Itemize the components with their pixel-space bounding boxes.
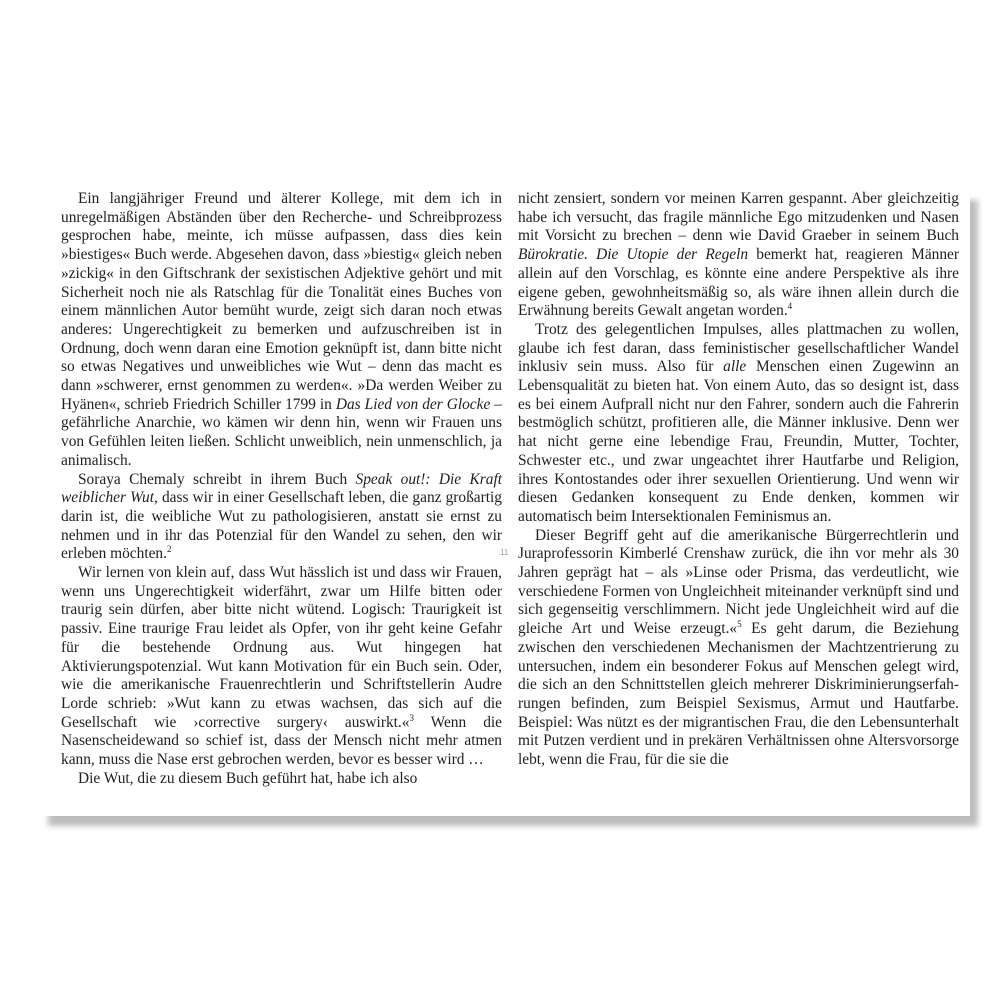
paragraph (61, 471, 502, 565)
paragraph (61, 190, 502, 471)
left-page-column (61, 190, 502, 789)
text-run: Trotz des gelegentlichen Impulses, alles plattmachen zu wollen, glaube ich fest daran, dass feministischer gesellschaftlicher Wandel inklusiv sein muss. Also für (518, 320, 959, 376)
paragraph (518, 527, 959, 770)
paragraph (61, 564, 502, 770)
text-run: Wenn die Nasenscheidewand so schief ist, dass der Mensch nicht mehr atmen kann, muss die Nase erst gebrochen werden, bevor es besser wird … (61, 713, 502, 769)
paragraph (61, 770, 502, 789)
italic-title: Das Lied von der Glocke (335, 395, 491, 413)
text-run: Dieser Begriff geht auf die amerikanische Bürgerrechtlerin und Juraprofessorin Kimberlé Crenshaw zurück, die ihn vor mehr als 30 Jahren geprägt hat – als »Linse oder Prisma, das verdeutlicht, wie verschiedene Formen von Ungleichheit miteinander verknüpft sind und sich gegenseitig verschlimmern. Nicht jede Ungleichheit wird auf die gleiche Art und Weise erzeugt.« (518, 526, 959, 638)
page-number: 11 (500, 548, 509, 557)
text-run: – gefährliche Anarchie, wo kämen wir denn hin, wenn wir Frauen uns von Gefühlen leiten ließen. Schlicht unweiblich, nein unmenschlich, ja animalisch. (61, 395, 502, 469)
footnote-marker: 2 (166, 544, 172, 555)
footnote-marker: 3 (409, 712, 414, 723)
book-spread (40, 190, 970, 816)
text-run: Die Wut, die zu diesem Buch geführt hat, habe ich also (78, 769, 418, 787)
text-run: nicht zensiert, sondern vor meinen Karren gespannt. Aber gleichzeitig habe ich versucht, das fragile männliche Ego mitzudenken und Nasen mit Vorsicht zu brechen – denn wie David Graeber in seinem Buch (518, 190, 959, 245)
right-page-column (518, 190, 959, 770)
text-run: Es geht darum, die Beziehung zwischen den verschiedenen Mechanismen der Machtzentrierung zu untersuchen, indem ein besonderer Fokus auf Menschen gelegt wird, die sich an den Schnittstellen gleich mehrerer Diskriminierungserfahrungen befinden, zum Beispiel Sexismus, Armut und Hautfarbe. Beispiel: Was nützt es der migrantischen Frau, die den Lebensunterhalt mit Putzen verdient und in prekären Verhältnissen ohne Altersvorsorge lebt, wenn die Frau, für die sie die (518, 620, 959, 769)
italic-title: alle (723, 358, 747, 376)
footnote-marker: 4 (787, 301, 793, 312)
text-run: Soraya Chemaly schreibt in ihrem Buch (78, 470, 356, 488)
paragraph (518, 321, 959, 527)
italic-title: Speak out!: Die Kraft weiblicher Wut (61, 470, 502, 507)
text-run: Ein langjähriger Freund und älterer Kollege, mit dem ich in unregelmäßigen Abständen über den Recherche- und Schreibprozess gesprochen habe, meinte, ich müsse aufpassen, dass dies kein »biestiges« Buch werde. Abgesehen davon, dass »biestig« gleich neben »zickig« in den Giftschrank der sexistischen Adjektive gehört und mit Sicherheit noch nie als Ratschlag für die Tonalität eines Buches von einem männlichen Autor bemüht wurde, zeigt sich daran noch etwas anderes: Ungerechtigkeit zu bemerken und aufzuschreiben ist in Ordnung, doch wenn daran eine Emotion geknüpft ist, dann bitte nicht so etwas Negatives und unweibliches wie Wut – denn das macht es dann »schwerer, ernst genommen zu werden«. »Da werden Weiber zu Hyänen«, schrieb Friedrich Schiller 1799 in (61, 190, 502, 413)
text-run: , dass wir in einer Gesellschaft leben, die ganz großartig darin ist, die weibliche Wut zu pathologisieren, anstatt sie ernst zu nehmen und in ihr das Potenzial für den Wandel zu sehen, den wir erleben möchten. (61, 489, 502, 563)
italic-title: Bürokratie. Die Utopie der Regeln (518, 246, 749, 264)
text-run: bemerkt hat, reagieren Männer allein auf den Vorschlag, es könnte eine andere Perspektive als ihre eigene geben, gewohnheitsmäßig so, als wäre ihnen allein durch die Erwähnung bereits Gewalt angetan worden. (518, 246, 959, 320)
text-run: Wir lernen von klein auf, dass Wut hässlich ist und dass wir Frauen, wenn uns Ungerechtigkeit widerfährt, zwar um Hilfe bitten oder traurig sein dürfen, aber bitte nicht wütend. Logisch: Traurigkeit ist passiv. Eine traurige Frau leidet als Opfer, von ihr geht keine Gefahr für die bestehende Ordnung aus. Wut hingegen hat Aktivierungspotenzial. Wut kann Motivation für ein Buch sein. Oder, wie die amerikanische Frauenrechtlerin und Schriftstellerin Audre Lorde schrieb: »Wut kann zu etwas wachsen, das sich auf die Gesellschaft wie ›corrective surgery‹ auswirkt.« (61, 564, 502, 731)
paragraph (518, 190, 959, 321)
footnote-marker: 5 (737, 619, 742, 630)
text-run: Menschen einen Zugewinn an Lebensqualität zu bieten hat. Von einem Auto, das so designt ist, dass es bei einem Aufprall nicht nur den Fahrer, sondern auch die Fahrerin bestmöglich schützt, profitieren alle, die Männer inklusive. Denn wer hat nicht gerne eine lebendige Frau, Freundin, Mutter, Tochter, Schwester etc., und zwar ungeachtet ihrer Hautfarbe und Religion, ihres Kontostandes oder ihrer sexuellen Orientierung. Und wenn wir diesen Gedanken konsequent zu Ende denken, kommen wir automatisch beim Intersektionalen Feminismus an. (518, 358, 960, 525)
